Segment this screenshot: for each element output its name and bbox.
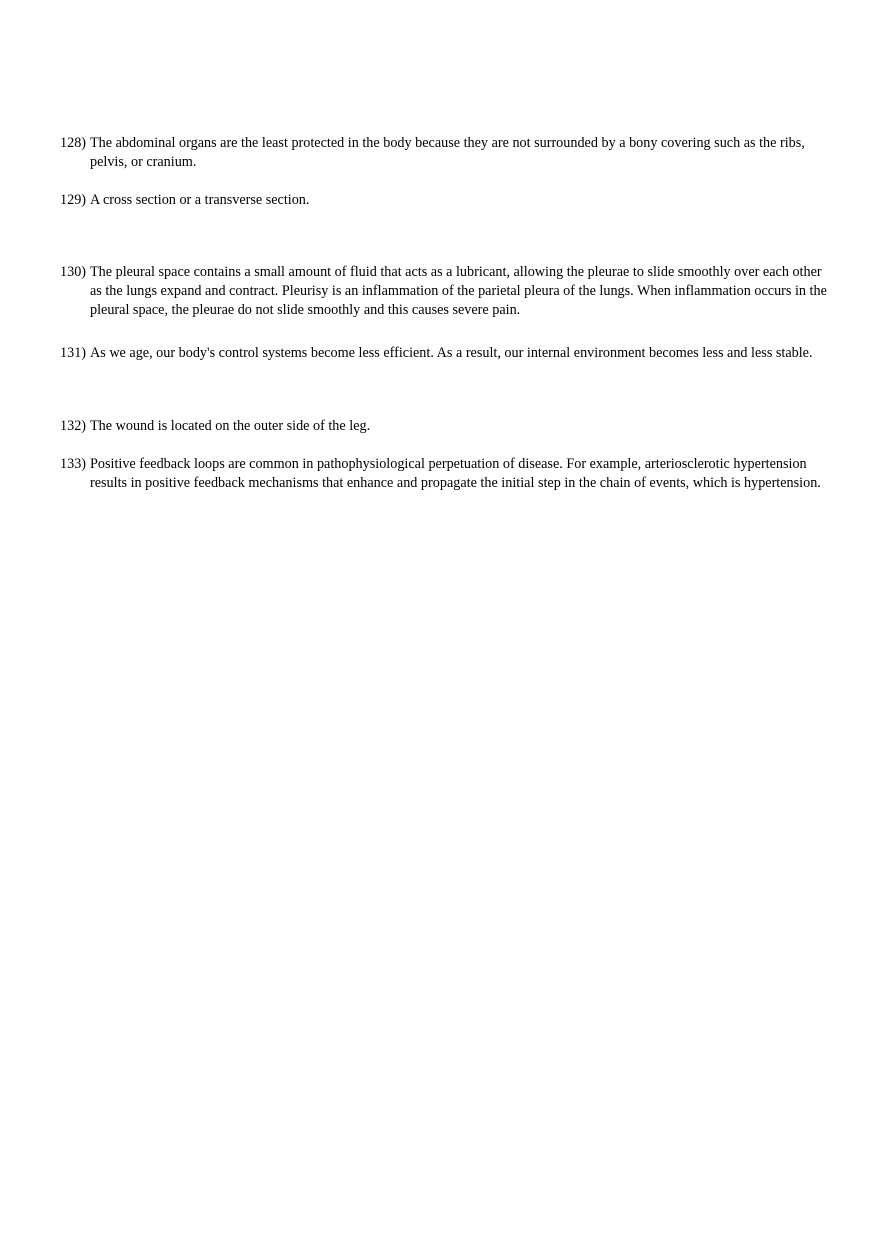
answer-text: The wound is located on the outer side of the leg. bbox=[90, 418, 371, 434]
answer-item-130 bbox=[60, 263, 830, 320]
answer-number: 131) bbox=[60, 345, 87, 361]
answer-text: The abdominal organs are the least protected in the body because they are not surrounded by a bony covering such as the ribs, pelvis, or cranium. bbox=[90, 135, 805, 170]
answer-text: Positive feedback loops are common in pathophysiological perpetuation of disease. For example, arteriosclerotic hypertension results in positive feedback mechanisms that enhance and propagate the initial step in the chain of events, which is hypertension. bbox=[90, 456, 821, 491]
answer-text: A cross section or a transverse section. bbox=[90, 192, 310, 208]
answer-item-131 bbox=[60, 344, 830, 363]
answer-item-128 bbox=[60, 134, 830, 172]
answer-number: 130) bbox=[60, 264, 87, 280]
answer-number: 128) bbox=[60, 135, 87, 151]
answer-number: 132) bbox=[60, 418, 87, 434]
answer-item-133 bbox=[60, 455, 830, 493]
answer-number: 133) bbox=[60, 456, 87, 472]
answer-item-129 bbox=[60, 191, 830, 210]
answer-text: As we age, our body's control systems become less efficient. As a result, our internal environment becomes less and less stable. bbox=[90, 345, 813, 361]
answer-text: The pleural space contains a small amount of fluid that acts as a lubricant, allowing the pleurae to slide smoothly over each other as the lungs expand and contract. Pleurisy is an inflammation of the parietal pleura of the lungs. When inflammation occurs in the pleural space, the pleurae do not slide smoothly and this causes severe pain. bbox=[90, 264, 827, 318]
answer-item-132 bbox=[60, 417, 830, 436]
answer-number: 129) bbox=[60, 192, 87, 208]
